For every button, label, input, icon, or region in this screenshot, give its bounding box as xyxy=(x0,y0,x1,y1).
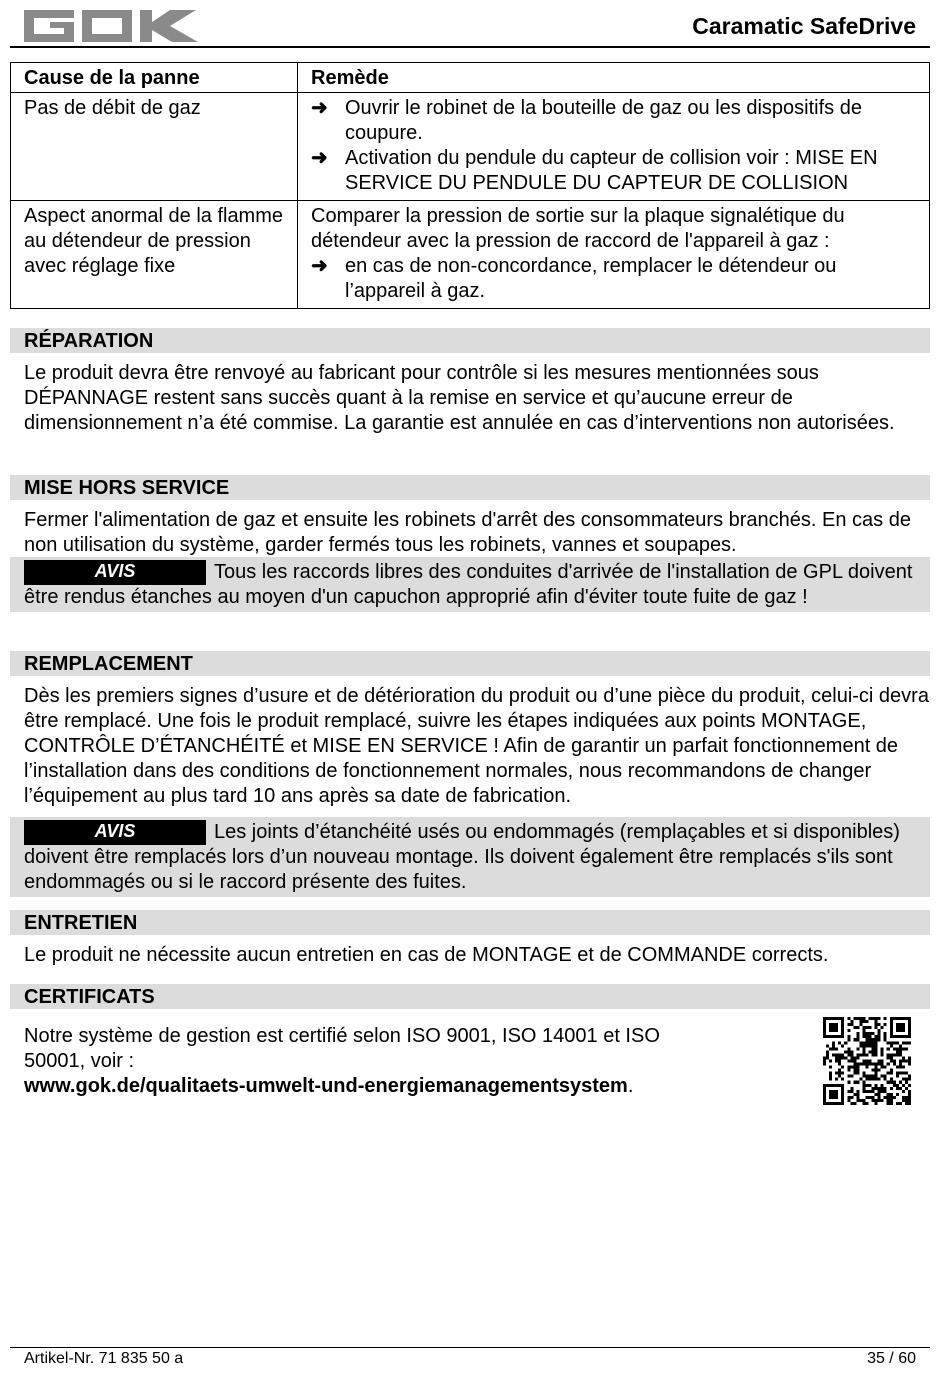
column-header-cause: Cause de la panne xyxy=(11,63,298,93)
remedy-step-text: en cas de non-concordance, remplacer le détendeur ou l’appareil à gaz. xyxy=(345,255,837,302)
qr-code-icon[interactable] xyxy=(823,1017,911,1105)
document-title: Caramatic SafeDrive xyxy=(692,13,916,39)
page-header xyxy=(10,6,930,48)
entretien-text: Le produit ne nécessite aucun entretien en cas de MONTAGE et de COMMANDE corrects. xyxy=(24,944,829,966)
avis-badge: AVIS xyxy=(24,820,206,845)
mise-hors-service-text: Fermer l'alimentation de gaz et ensuite les robinets d'arrêt des consommateurs branchés. En cas de non utilisation du système, garder fermés tous les robinets, vannes et soupapes. xyxy=(24,509,911,556)
avis-badge: AVIS xyxy=(24,560,206,585)
section-title: ENTRETIEN xyxy=(24,912,138,934)
notice-paragraph xyxy=(10,557,930,612)
remedy-step xyxy=(311,254,916,304)
section-title: RÉPARATION xyxy=(24,330,154,352)
section-header-remplacement xyxy=(10,651,930,676)
link-period: . xyxy=(627,1075,634,1097)
footer-divider xyxy=(10,1347,930,1348)
footer-article-number: Artikel-Nr. 71 835 50 a xyxy=(24,1350,184,1367)
gok-logo xyxy=(24,10,200,42)
section-header-mise-hors-service xyxy=(10,475,930,500)
arrow-icon: ➜ xyxy=(311,97,328,119)
column-header-remedy: Remède xyxy=(298,63,930,93)
cause-cell: Aspect anormal de la flamme au détendeur de pression avec réglage fixe xyxy=(11,201,298,309)
section-header-reparation xyxy=(10,328,930,353)
notice-box xyxy=(10,817,930,897)
notice-paragraph xyxy=(10,817,930,897)
section-header-certificats xyxy=(10,984,930,1009)
section-title: MISE HORS SERVICE xyxy=(24,477,230,499)
remedy-step xyxy=(311,96,916,146)
table-row xyxy=(11,201,930,309)
certificats-intro: Notre système de gestion est certifié selon ISO 9001, ISO 14001 et ISO 50001, voir : xyxy=(24,1025,660,1072)
certificats-text xyxy=(24,1024,684,1099)
remedy-cell xyxy=(298,201,930,309)
remedy-cell xyxy=(298,93,930,201)
remedy-intro: Comparer la pression de sortie sur la plaque signalétique du détendeur avec la pression de raccord de l'appareil à gaz : xyxy=(311,205,845,252)
arrow-icon: ➜ xyxy=(311,255,328,277)
remedy-step xyxy=(311,146,916,196)
notice-box xyxy=(10,557,930,612)
section-title: REMPLACEMENT xyxy=(24,653,193,675)
certificats-link[interactable]: www.gok.de/qualitaets-umwelt-und-energiemanagementsystem xyxy=(24,1075,628,1097)
section-title: CERTIFICATS xyxy=(24,986,155,1008)
remedy-step-text: Activation du pendule du capteur de collision voir : MISE EN SERVICE DU PENDULE DU CAPTEUR DE COLLISION xyxy=(345,147,878,194)
arrow-icon: ➜ xyxy=(311,147,328,169)
notice-text: Tous les raccords libres des conduites d'arrivée de l'installation de GPL doivent être rendus étanches au moyen d'un capuchon approprié afin d'éviter toute fuite de gaz ! xyxy=(24,561,913,608)
section-header-entretien xyxy=(10,910,930,935)
cause-cell: Pas de débit de gaz xyxy=(11,93,298,201)
table-header-row xyxy=(11,63,930,93)
notice-text: Les joints d’étanchéité usés ou endommagés (remplaçables et si disponibles) doivent être remplacés lors d’un nouveau montage. Ils doivent également être remplacés s'ils sont endommagés ou si le raccord présente des fuites. xyxy=(24,821,900,893)
reparation-text: Le produit devra être renvoyé au fabricant pour contrôle si les mesures mentionnées sous DÉPANNAGE restent sans succès quant à la remise en service et qu’aucune erreur de dimensionnement n’a été commise. La garantie est annulée en cas d’interventions non autorisées. xyxy=(24,362,895,434)
troubleshooting-table xyxy=(10,62,930,309)
remplacement-text: Dès les premiers signes d’usure et de détérioration du produit ou d’une pièce du produit, celui-ci devra être remplacé. Une fois le produit remplacé, suivre les étapes indiquées aux points MONTAGE, CONTRÔLE D’ÉTANCHÉITÉ et MISE EN SERVICE ! Afin de garantir un parfait fonctionnement de l’installation dans des conditions de fonctionnement normales, nous recommandons de changer l’équipement au plus tard 10 ans après sa date de fabrication. xyxy=(24,685,929,807)
footer-page-number: 35 / 60 xyxy=(867,1350,916,1367)
table-row xyxy=(11,93,930,201)
remedy-step-text: Ouvrir le robinet de la bouteille de gaz ou les dispositifs de coupure. xyxy=(345,97,862,144)
